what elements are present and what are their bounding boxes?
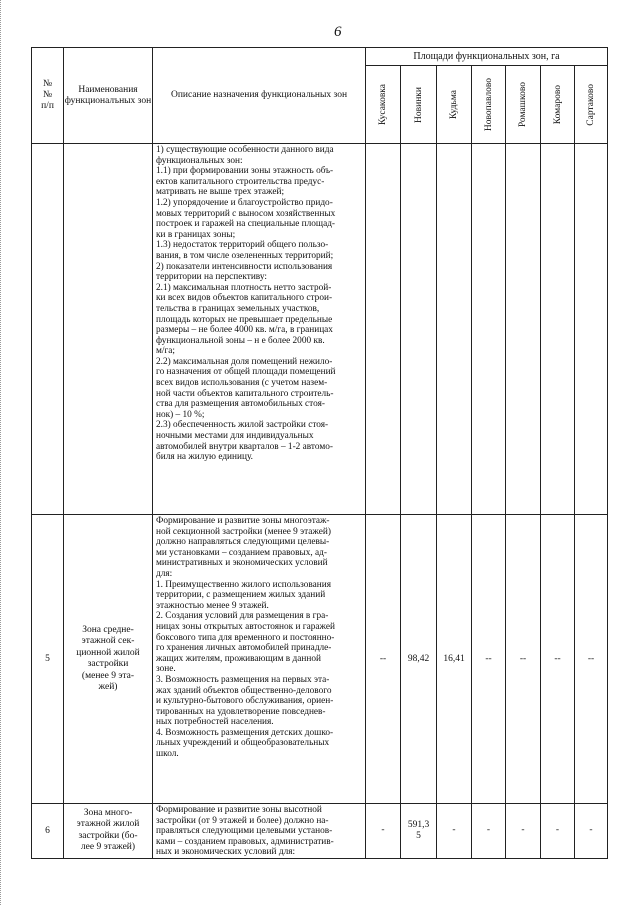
- description-line: функциональной зоны – н е более 2000 кв.: [156, 335, 325, 346]
- area-value-Ромашково: -: [506, 804, 541, 859]
- row-number: 5: [32, 515, 64, 804]
- description-line: 1. Преимущественно жилого использования: [156, 579, 331, 590]
- description-line: ных и экономических условий для:: [156, 847, 296, 858]
- description-line: размеры – не более 4000 кв. м/га, в границах: [156, 325, 333, 336]
- description-line: ночными местами для индивидуальных: [156, 431, 314, 442]
- area-value-Кудьма: -: [437, 804, 472, 859]
- area-value-Ромашково: [506, 144, 541, 515]
- area-value-Кудьма: [437, 144, 472, 515]
- area-value-Ромашково: --: [506, 515, 541, 804]
- description-line: тированных на удовлетворение повседнев-: [156, 706, 326, 717]
- row-number: 6: [32, 804, 64, 859]
- area-value-Новопавлово: -: [472, 804, 506, 859]
- header-desc-col: [153, 48, 366, 144]
- settlement-label: Сартаково: [586, 83, 596, 126]
- settlement-label: Новинки: [413, 86, 424, 123]
- description-line: школ.: [156, 749, 179, 760]
- description-line: 1.1) при формировании зоны этажность объ-: [156, 166, 334, 177]
- description-line: ной части объектов капитального строитель-: [156, 388, 334, 399]
- area-value-Кудьма: 16,41: [437, 515, 472, 804]
- header-num-col: [32, 48, 64, 144]
- description-line: нок) – 10 %;: [156, 409, 205, 420]
- area-value-Новинки: 591,3 5: [401, 804, 437, 859]
- area-value-Новинки: [401, 144, 437, 515]
- header-name-col: [64, 48, 153, 144]
- description-line: тельства в границах земельных участков,: [156, 303, 320, 314]
- settlement-header: [401, 66, 437, 144]
- area-value-Комарово: -: [541, 804, 575, 859]
- description-line: ной секционной застройки (менее 9 этажей): [156, 526, 331, 537]
- area-value-Кусаковка: -: [366, 804, 401, 859]
- description-line: боксового типа для временного и постоянно-: [156, 632, 335, 643]
- description-line: 1.3) недостаток территорий общего пользо-: [156, 240, 329, 251]
- description-line: 2) показатели интенсивности использования: [156, 261, 333, 272]
- description-line: 2.3) обеспеченность жилой застройки стоя-: [156, 420, 329, 431]
- settlement-header: [366, 66, 401, 144]
- description-line: 2.2) максимальная доля помещений нежило-: [156, 356, 333, 367]
- area-value-Кусаковка: [366, 144, 401, 515]
- table-row: [32, 804, 608, 859]
- zone-name: Зона средне- этажной сек- ционной жилой застройки (менее 9 эта- жей): [64, 515, 153, 804]
- description-line: льных учреждений и общеобразовательных: [156, 738, 330, 749]
- zone-name: [64, 144, 153, 515]
- settlement-header: [506, 66, 541, 144]
- description-line: всех видов использования (с учетом назем-: [156, 378, 328, 389]
- description-line: 1.2) упорядочение и благоустройство придо-: [156, 197, 333, 208]
- header-desc-label: Описание назначения функциональных зон: [170, 90, 348, 100]
- area-value-Сартаково: [575, 144, 608, 515]
- header-area-title: [366, 48, 608, 66]
- table-row: [32, 144, 608, 515]
- row-number: [32, 144, 64, 515]
- area-value-Комарово: --: [541, 515, 575, 804]
- settlement-header: [575, 66, 608, 144]
- header-name-label: Наименования функционалъных зон: [64, 84, 152, 106]
- settlement-header: [437, 66, 472, 144]
- description-line: должно направляться следующими целевы-: [156, 537, 330, 548]
- settlement-label: Ромашково: [518, 81, 528, 128]
- description-line: 3. Возможность размещения на первых эта-: [156, 674, 330, 685]
- description-line: построек и гаражей на специальные площад-: [156, 219, 336, 230]
- zone-description: [153, 804, 366, 859]
- header-num-label: № № п/п: [41, 79, 54, 111]
- settlement-header: [541, 66, 575, 144]
- description-line: вания, в том числе озелененных территорий;: [156, 250, 334, 261]
- settlement-label: Новопавлово: [483, 77, 494, 132]
- functional-zones-table: [31, 47, 608, 859]
- area-value-Новинки: 98,42: [401, 515, 437, 804]
- description-line: мовых территорий с выносом хозяйственных: [156, 208, 336, 219]
- description-line: ства для размещения автомобильных стоя-: [156, 399, 325, 410]
- description-line: этажностью менее 9 этажей.: [156, 600, 269, 611]
- description-line: м/га;: [156, 346, 175, 357]
- area-value-Комарово: [541, 144, 575, 515]
- zone-description: [153, 144, 366, 515]
- zone-name: Зона много- этажной жилой застройки (бо- лее 9 этажей): [64, 804, 153, 859]
- description-line: 2. Создания условий для размещения в гра-: [156, 611, 329, 622]
- description-line: территории на перспективу:: [156, 272, 267, 283]
- description-line: ки всех видов объектов капитального строи-: [156, 293, 333, 304]
- description-line: площадь которых не превышает предельные: [156, 314, 333, 325]
- table-body: [32, 144, 608, 859]
- page-number: 6: [334, 24, 342, 40]
- description-line: и культурно-бытового обслуживания, ориен-: [156, 696, 334, 707]
- settlement-label: Кусаковка: [378, 84, 388, 125]
- table-row: [32, 515, 608, 804]
- description-line: ми установками – созданием правовых, ад-: [156, 547, 327, 558]
- description-line: Формирование и развитие зоны многоэтаж-: [156, 516, 330, 526]
- description-line: жах зданий объектов общественно-делового: [156, 685, 332, 696]
- header-area-label: Площади функциональных зон, га: [413, 51, 560, 62]
- description-line: го назначения от общей площади помещений: [156, 367, 336, 378]
- description-line: ектов капитального строительства предус-: [156, 176, 325, 187]
- description-line: Формирование и развитие зоны высотной: [156, 805, 322, 815]
- zone-description: [153, 515, 366, 804]
- description-line: территории, с размещением жилых зданий: [156, 590, 326, 601]
- description-line: го хранения личных автомобилей принадле-: [156, 643, 332, 654]
- description-line: 4. Возможность размещения детских дошко-: [156, 727, 334, 738]
- area-value-Новопавлово: [472, 144, 506, 515]
- description-line: ных потребностей населения.: [156, 717, 274, 728]
- description-line: матривать не выше трех этажей;: [156, 187, 285, 198]
- description-line: ками – созданием правовых, административ-: [156, 836, 334, 847]
- settlement-header: [472, 66, 506, 144]
- description-line: министративных и экономических условий: [156, 558, 328, 569]
- description-line: правляться следующими целевыми установ-: [156, 826, 333, 837]
- description-line: застройки (от 9 этажей и более) должно на-: [156, 815, 329, 826]
- description-line: для:: [156, 568, 173, 579]
- description-line: функциональных зон:: [156, 155, 243, 166]
- settlement-label: Кудьма: [449, 89, 459, 120]
- description-line: жащих жителям, проживающим в данной: [156, 653, 321, 664]
- description-line: зоне.: [156, 664, 176, 675]
- description-line: 2.1) максимальная плотность нетто застрой-: [156, 282, 332, 293]
- area-value-Сартаково: -: [575, 804, 608, 859]
- description-line: 1) существующие особенности данного вида: [156, 145, 334, 155]
- area-value-Кусаковка: --: [366, 515, 401, 804]
- scan-edge: [0, 0, 3, 905]
- area-value-Сартаково: --: [575, 515, 608, 804]
- settlement-label: Комарово: [552, 84, 563, 125]
- description-line: биля на жилую единицу.: [156, 452, 254, 463]
- description-line: ницах зоны открытых автостоянок и гаражей: [156, 621, 335, 632]
- description-line: ки в границах зоны;: [156, 229, 236, 240]
- description-line: автомобилей внутри кварталов – 1-2 автомо-: [156, 441, 333, 452]
- area-value-Новопавлово: --: [472, 515, 506, 804]
